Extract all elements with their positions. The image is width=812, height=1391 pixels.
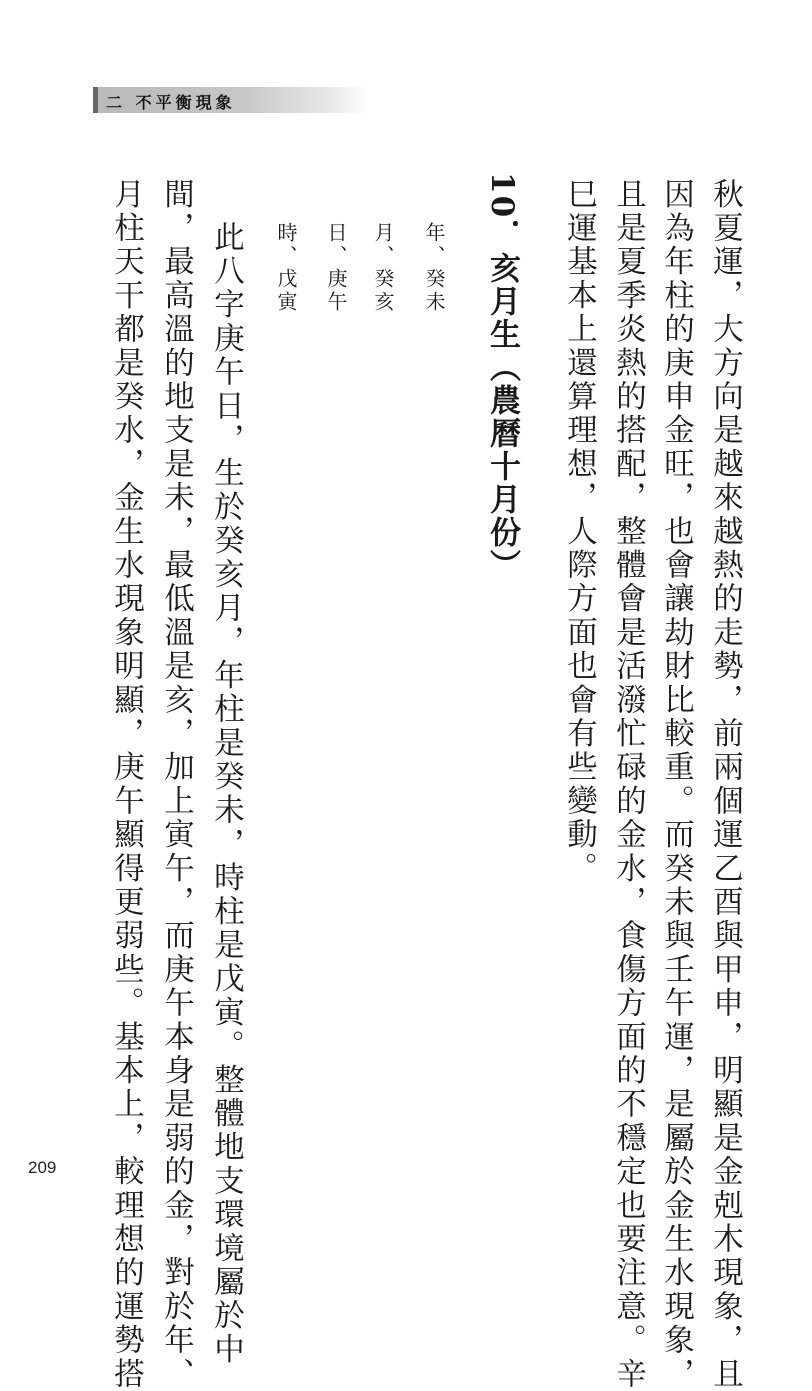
text-column-1: 秋夏運，大方向是越來越熱的走勢，前兩個運乙酉與甲申，明顯是金剋木現象，且	[707, 178, 743, 1391]
pillar-month: 月、癸亥	[371, 222, 395, 314]
pillar-day: 日、庚午	[324, 222, 348, 314]
text-column-6: 間，最高溫的地支是未，最低溫是亥，加上寅午，而庚午本身是弱的金，對於年、	[158, 178, 194, 1391]
text-column-2: 因為年柱的庚申金旺，也會讓劫財比較重。而癸未與壬午運，是屬於金生水現象，	[658, 178, 694, 1391]
page-number: 209	[28, 1158, 57, 1177]
pillar-hour: 時、戊寅	[274, 222, 298, 314]
text-column-7: 月柱天干都是癸水，金生水現象明顯，庚午顯得更弱些。基本上，較理想的運勢搭	[108, 178, 144, 1391]
text-column-5: 此八字庚午日，生於癸亥月，年柱是癸未，時柱是戊寅。整體地支環境屬於中	[208, 221, 244, 1367]
section-heading: 10．亥月生（農曆十月份）	[484, 172, 520, 583]
text-column-4: 巳運基本上還算理想，人際方面也會有些變動。	[561, 178, 597, 886]
text-column-3: 且是夏季炎熱的搭配，整體會是活潑忙碌的金水，食傷方面的不穩定也要注意。辛	[610, 178, 646, 1391]
pillar-year: 年、癸未	[422, 222, 446, 314]
chapter-header-title: 二 不平衡現象	[106, 93, 236, 112]
